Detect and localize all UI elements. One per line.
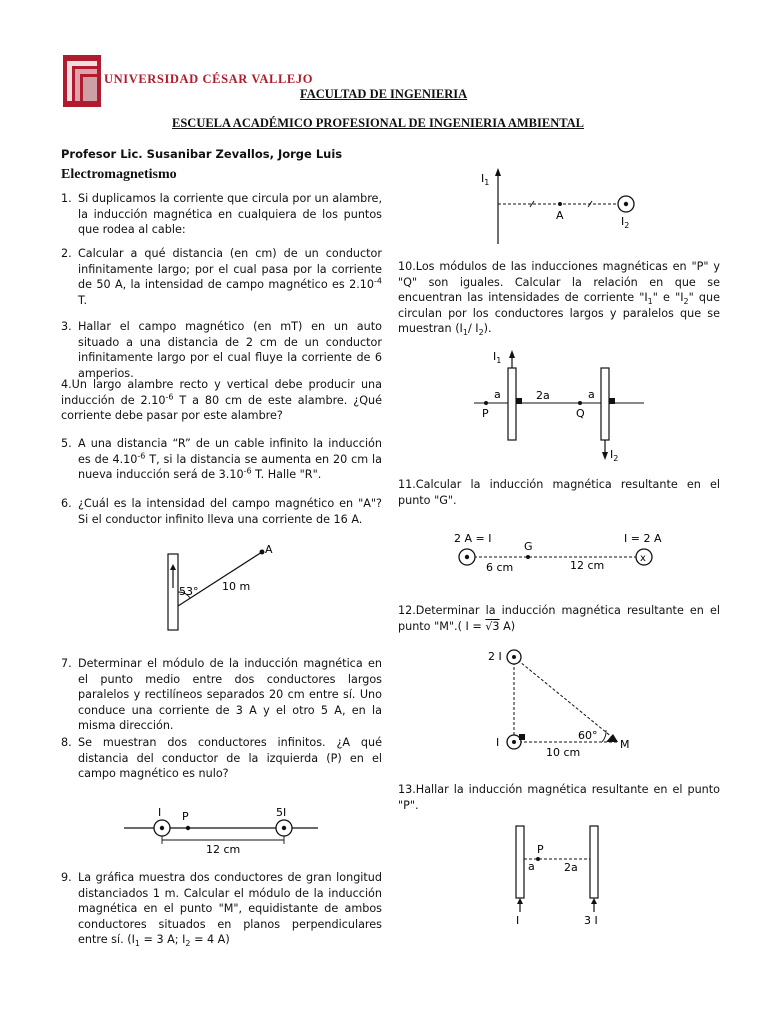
question-text: Si duplicamos la corriente que circula por un alambre, la inducción magnética en cualquiera de los puntos que rodea al cable: — [78, 192, 382, 237]
question-number: 7. — [61, 657, 72, 670]
point-marker — [526, 555, 530, 559]
left-current-label: I — [516, 914, 520, 927]
question-number: 8. — [61, 736, 72, 749]
question-number: 9. — [61, 871, 72, 884]
faculty-title: FACULTAD DE INGENIERIA — [300, 87, 468, 101]
conductor-1 — [508, 368, 516, 440]
current-down-arrow-icon — [602, 452, 608, 460]
point-marker — [558, 202, 562, 206]
angle-label: 60° — [578, 729, 598, 742]
point-marker — [606, 734, 618, 742]
hypotenuse — [514, 657, 618, 742]
current-up-arrow-icon — [517, 898, 523, 904]
point-label: P — [182, 810, 189, 823]
school-title: ESCUELA ACADÉMICO PROFESIONAL DE INGENIERIA AMBIENTAL — [172, 116, 584, 130]
figure-11 — [452, 528, 672, 578]
question-text: Hallar el campo magnético (en mT) en un auto situado a una distancia de 2 cm de un conductor infinitamente largo por el cual fluye la corriente de 6 amperios. — [78, 320, 382, 380]
professor-name: Profesor Lic. Susanibar Zevallos, Jorge Luis — [61, 147, 343, 161]
question-text: 12.Determinar la inducción magnética resultante en el punto "M".( I = √3 A) — [398, 604, 720, 633]
question-number: 2. — [61, 247, 72, 260]
right-current-label: I = 2 A — [624, 532, 662, 545]
a-right-label: a — [588, 388, 595, 401]
distance-label: 10 m — [222, 580, 251, 593]
point-label: G — [524, 540, 533, 553]
question-text: 10.Los módulos de las inducciones magnéticas en "P" y "Q" son iguales. Calcular la relación en que se encuentran las intensidades de corriente "$I_1$" e "$I_2$" que circulan por los conductores largos y paralelos que se muestran ($I_1/$ $I_2$). — [398, 260, 720, 338]
figure-6 — [150, 536, 290, 634]
university-shield-icon — [63, 55, 103, 107]
top-current-label: 2 I — [488, 650, 502, 663]
topic-title: Electromagnetismo — [61, 167, 177, 182]
question-text: 4.Un largo alambre recto y vertical debe producir una inducción de $2.10^{-6}$ T a 80 cm de este alambre. ¿Qué corriente debe pasar por este alambre? — [61, 378, 382, 423]
question-text: Determinar el módulo de la inducción magnética en el punto medio entre dos conductores largos paralelos y rectilíneos separados 20 cm entre sí. Uno conduce una corriente de 3 A y el otro 5 A, en la misma dirección. — [78, 657, 382, 733]
point-label: A — [265, 543, 273, 556]
figure-12 — [482, 640, 642, 764]
point-p-label: P — [482, 407, 489, 420]
distance-label: 12 cm — [206, 843, 241, 856]
question-number: 1. — [61, 192, 72, 205]
figure-10 — [470, 346, 650, 468]
question-text: Se muestran dos conductores infinitos. ¿A qué distancia del conductor de la izquierda (P) en el campo magnético es nulo? — [78, 736, 382, 781]
distance-left-label: 6 cm — [486, 561, 514, 574]
point-label: P — [537, 843, 544, 856]
question-text: A una distancia “R” de un cable infinito la inducción es de $4.10^{-6}$ T, si la distancia se aumenta en 20 cm la nueva inducción será de $3.10^{-6}$ T. Halle "R". — [78, 437, 383, 482]
question-number: 5. — [61, 437, 72, 450]
right-current-label: 3 I — [584, 914, 598, 927]
question-number: 3. — [61, 320, 72, 333]
point-q-label: Q — [576, 407, 585, 420]
question-text: La gráfica muestra dos conductores de gran longitud distanciados 1 m. Calcular el módulo de la inducción magnética en el punto "M", equidistante de ambos conductores situados en planos perpendiculares entre sí. ($I_1 = 3$ A; $I_2 = 4$ A) — [78, 871, 382, 949]
point-marker — [536, 857, 540, 861]
question-number: 6. — [61, 497, 72, 510]
distance-label: 10 cm — [546, 746, 581, 759]
figure-9 — [478, 160, 648, 248]
point-q-marker — [578, 401, 582, 405]
distance-right-label: 12 cm — [570, 559, 605, 572]
point-marker — [186, 826, 190, 830]
point-label: M — [620, 738, 630, 751]
current-up-arrow-icon — [591, 898, 597, 904]
figure-8 — [120, 800, 330, 858]
question-text: ¿Cuál es la intensidad del campo magnético en "A"? Si el conductor infinito lleva una corriente de 16 A. — [78, 497, 382, 526]
point-marker — [260, 550, 265, 555]
left-current-label: I — [158, 806, 162, 819]
angle-label: 53° — [179, 585, 199, 598]
point-label: A — [556, 209, 564, 222]
conductor-left — [516, 826, 524, 898]
question-text: 13.Hallar la inducción magnética resultante en el punto "P". — [398, 783, 720, 812]
question-text: Calcular a qué distancia (en cm) de un conductor infinitamente largo; por el cual pasa por la corriente de 50 A, la intensidad de campo magnético es $2.10^{-4}$ T. — [78, 247, 382, 307]
a-left-label: a — [494, 388, 501, 401]
gap-label: 2a — [536, 389, 550, 402]
current-up-arrow-icon — [509, 350, 515, 358]
question-text: 11.Calcular la inducción magnética resultante en el punto "G". — [398, 478, 720, 507]
point-p-marker — [484, 401, 488, 405]
current2-label: $I_2$ — [621, 215, 630, 230]
bottom-current-label: I — [496, 736, 500, 749]
current-arrow-icon — [495, 168, 501, 176]
conductor-2 — [601, 368, 609, 440]
university-name: UNIVERSIDAD CÉSAR VALLEJO — [104, 72, 314, 86]
svg-text:x: x — [640, 553, 646, 564]
current2-label: $I_2$ — [610, 448, 619, 463]
gap-label: 2a — [564, 861, 578, 874]
a-label: a — [528, 860, 535, 873]
right-current-label: 5I — [276, 806, 287, 819]
current1-label: $I_1$ — [481, 172, 490, 187]
left-current-label: 2 A = I — [454, 532, 492, 545]
conductor-right — [590, 826, 598, 898]
figure-13 — [498, 818, 618, 928]
current1-label: $I_1$ — [493, 350, 502, 365]
